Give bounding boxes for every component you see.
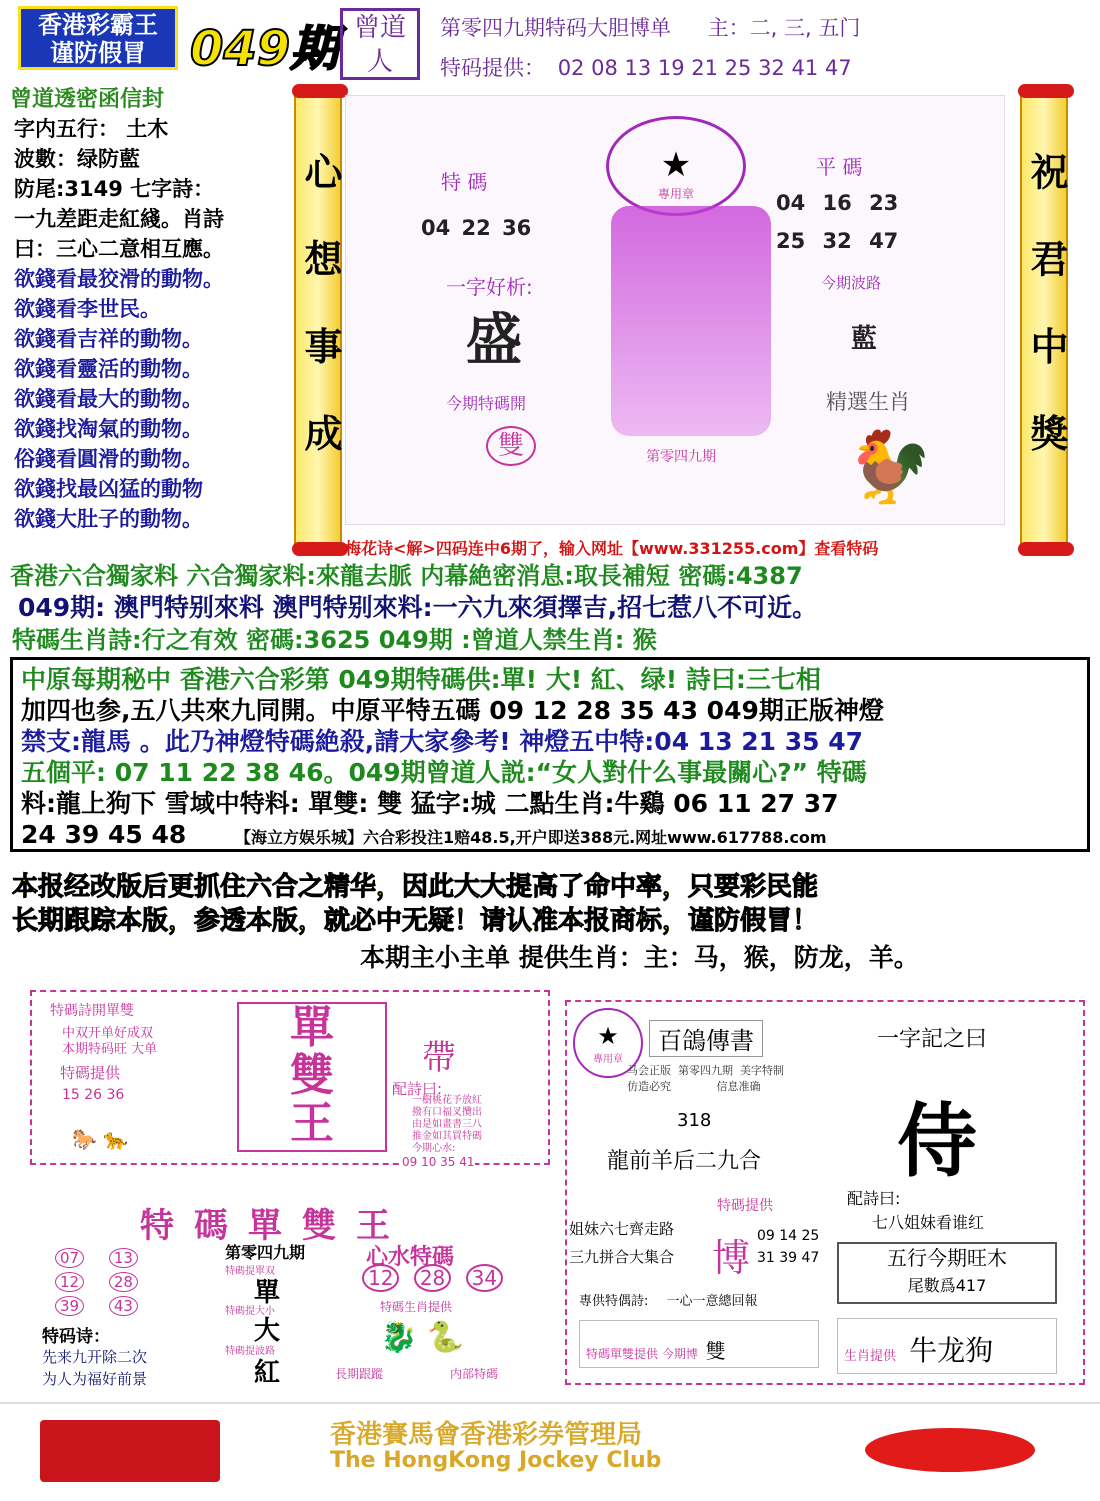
wuxing-box — [837, 1242, 1057, 1304]
hkjc-logo — [40, 1420, 220, 1482]
yizi-title: 一字記之曰 — [877, 1027, 988, 1052]
danshuang-king — [237, 1002, 387, 1152]
tema-provide-nums: 15 26 36 — [62, 1087, 125, 1103]
odd-char: 雙 — [486, 426, 536, 466]
wave-char: 藍 — [851, 324, 878, 354]
oddeven: 特碼單雙提供 今期博 — [586, 1347, 698, 1361]
title-2: 特碼單雙王 — [140, 1206, 410, 1246]
poem-line: 由是如畫書三八 — [412, 1119, 482, 1130]
zodiac-animal-icons: 🐉 🐍 — [380, 1320, 465, 1355]
ball: 28 — [414, 1264, 451, 1292]
left-riddle: 欲錢看李世民。 — [14, 297, 161, 321]
special-text: 一心一意總回報 — [666, 1294, 758, 1309]
wave-label: 今期波路 — [821, 274, 882, 292]
left-riddle: 欲錢看最大的動物。 — [14, 387, 203, 411]
box-row: 加四也参,五八共來九同開。中原平特五碼 09 12 28 35 43 049期正版神燈 — [21, 696, 884, 725]
envelope-title: 曾道透密函信封 — [10, 87, 165, 112]
header-main: 主：二, 三, 五门 — [707, 16, 861, 40]
left-blue-lines — [14, 264, 224, 534]
tema-odd-label: 今期特碼開 — [446, 394, 527, 413]
lower-right-frame — [565, 1000, 1085, 1385]
provide-numbers: 02 08 13 19 21 25 32 41 47 — [557, 56, 852, 80]
notice-line-1: 本报经改版后更抓住六合之精华，因此大大提高了命中率，只要彩民能 — [12, 872, 819, 902]
poem-lines — [412, 1095, 482, 1155]
zodiac-char: 帶 — [422, 1038, 456, 1078]
issue-2: 第零四九期 — [225, 1243, 306, 1262]
banner-line-1 — [10, 560, 803, 592]
oddeven-box — [579, 1320, 819, 1368]
main-info-box — [10, 657, 1090, 852]
wuxing: 五行今期旺木 — [887, 1246, 1007, 1270]
scroll-cap — [1018, 84, 1074, 98]
ball: 39 — [55, 1296, 84, 1316]
dan-char: 單 — [254, 1278, 281, 1308]
stamp-2: 專用章 — [593, 1054, 623, 1065]
header-provide-row — [440, 52, 852, 82]
right-scroll-text: 祝 君 中 獎 — [1024, 152, 1068, 470]
poem-line: 今期心水: — [412, 1143, 456, 1154]
big-char: 單 — [290, 1002, 334, 1053]
lottery-seal-icon — [865, 1428, 1035, 1472]
ball: 13 — [109, 1248, 138, 1268]
xinshui: 心水特碼 — [366, 1245, 455, 1270]
stamp-star-icon: ★ 專用章 — [606, 116, 746, 216]
yizi-label: 一字好析: — [446, 275, 533, 299]
box-row: 禁支:龍馬 。此乃神燈特碼絶殺,請大家參考! 神燈五中特:04 13 21 35 47 — [21, 727, 864, 756]
hkjc-cn: 香港賽馬會香港彩券管理局 — [330, 1420, 643, 1450]
pair-poem: 七八姐妹看谁红 — [872, 1213, 985, 1232]
poem-a: 先来九开除二次 — [42, 1348, 148, 1366]
left-poem-1: 姐妹六七齊走路 — [569, 1220, 675, 1238]
zodiacs: 牛龙狗 — [909, 1334, 994, 1367]
ball: 12 — [362, 1264, 399, 1292]
ball: 43 — [109, 1296, 138, 1316]
logo-line2: 谨防假冒 — [50, 39, 146, 67]
provide-label: 特码提供： — [440, 56, 545, 80]
left-riddle: 欲錢找淘氣的動物。 — [14, 417, 203, 441]
zodiac-label: 精選生肖 — [826, 390, 910, 414]
issue-small: 第零四九期 — [646, 449, 716, 465]
main-zodiac-line: 本期主小主单 提供生肖：主：马，猴，防龙，羊。 — [360, 943, 919, 972]
poem-label: 特碼詩開單雙 — [50, 1003, 134, 1019]
header-title-row — [440, 12, 860, 42]
stamp-star-icon: ★ 專用章 — [573, 1008, 643, 1078]
left-riddle: 欲錢看吉祥的動物。 — [14, 327, 203, 351]
left-line: 波數：绿防藍 — [14, 147, 140, 171]
banner-line-3: 特碼生肖詩:行之有效 密碼:3625 049期 :曾道人禁生肖: 猴 — [12, 626, 657, 654]
hkjc-en: The HongKong Jockey Club — [330, 1448, 662, 1473]
notice-line-2: 长期跟踪本版，参透本版，就必中无疑！请认准本报商标，谨防假冒！ — [12, 906, 819, 936]
poem-b: 为人为福好前景 — [42, 1370, 148, 1388]
casino-ad[interactable]: 【海立方娱乐城】六合彩投注1赔48.5,开户即送388元.网址www.617788.com — [235, 828, 827, 847]
right-scroll — [1020, 90, 1068, 550]
banner-line-2: 049期: 澳門特别來料 澳門特别來料:一六九來須擇吉,招七惹八不可近。 — [18, 593, 818, 622]
left-balls — [55, 1246, 138, 1318]
logo-line1: 香港彩霸王 — [38, 11, 158, 39]
left-scroll — [294, 90, 342, 550]
da-char: 大 — [254, 1316, 281, 1346]
hong-char: 紅 — [254, 1358, 281, 1388]
promo-banner[interactable]: 梅花诗<解>四码连中6期了，输入网址【www.331255.com】查看特码 — [345, 539, 879, 558]
tema-provide: 特碼提供 — [60, 1064, 121, 1082]
brand-logo — [18, 6, 178, 70]
ping-row2: 25 32 47 — [776, 229, 899, 253]
left-riddle: 欲錢大肚子的動物。 — [14, 507, 203, 531]
nums-b: 31 39 47 — [757, 1250, 820, 1266]
long-track: 長期跟蹤 — [335, 1367, 384, 1381]
small-label: 特碼生肖提供 — [380, 1300, 453, 1314]
left-riddle: 欲錢看最狡滑的動物。 — [14, 267, 224, 291]
big-char: 雙 — [290, 1050, 334, 1101]
left-riddle: 欲錢找最凶猛的動物 — [14, 477, 203, 501]
special-label — [579, 1290, 758, 1309]
left-riddle: 俗錢看圓滑的動物。 — [14, 447, 203, 471]
tema-numbers: 04 22 36 — [421, 216, 532, 240]
left-line: 防尾:3149 七字詩： — [14, 177, 215, 201]
left-riddle: 欲錢看靈活的動物。 — [14, 357, 203, 381]
lucky-god-image — [611, 206, 771, 436]
left-black-lines — [14, 114, 224, 264]
small-label: 特碼提大小 — [225, 1306, 275, 1317]
tema-label: 特 碼 — [441, 170, 488, 194]
header-title: 第零四九期特码大胆博单 — [440, 16, 671, 40]
animal-icons: 🐎 🐆 — [72, 1127, 129, 1151]
left-poem-2: 三九拼合大集合 — [569, 1248, 675, 1266]
inner-tema: 内部特碼 — [450, 1367, 499, 1381]
center-panel — [345, 95, 1005, 525]
phrase: 龍前羊后二九合 — [607, 1149, 762, 1174]
nums-2: 09 10 35 41 — [402, 1155, 475, 1169]
big-yizi: 侍 — [897, 1095, 977, 1188]
yizi-char: 盛 — [466, 308, 522, 373]
ping-label: 平 碼 — [816, 155, 863, 179]
tiny-1: 马会正版 第零四九期 美字特制 — [627, 1064, 784, 1077]
big-char: 王 — [290, 1098, 334, 1149]
lower-left-frame — [30, 990, 550, 1169]
ping-row1: 04 16 23 — [776, 191, 899, 215]
special: 專供特偶詩: — [579, 1294, 649, 1309]
ball: 12 — [55, 1272, 84, 1292]
poem-line: 推金如其買特碼 — [412, 1131, 482, 1142]
zodiac-provide-box — [837, 1318, 1057, 1374]
left-line: 字内五行： 土木 — [14, 117, 169, 141]
box-row: 中原每期秘中 香港六合彩第 049期特碼供:單! 大! 紅、绿! 詩曰:三七相 — [21, 665, 821, 694]
scroll-cap — [292, 542, 348, 556]
num-318: 318 — [677, 1110, 712, 1131]
box-row: 五個平: 07 11 22 38 46。049期曾道人説:“女人對什么事最關心?” 特碼 — [21, 758, 867, 787]
pigeon-title: 百鴿傳書 — [649, 1020, 763, 1057]
right-balls — [362, 1266, 503, 1290]
shuang-char: 雙 — [705, 1339, 726, 1363]
rooster-icon: 🐓 — [846, 426, 934, 508]
left-line: 一九差距走紅綫。肖詩 — [14, 207, 224, 231]
tiny-2: 仿造必究 信息准确 — [627, 1080, 761, 1093]
seal-logo: 曾道人 — [340, 8, 420, 80]
small-label: 特碼提單双 — [225, 1266, 275, 1277]
bo-char: 博 — [712, 1236, 751, 1280]
poem-title: 配詩曰: — [392, 1080, 443, 1098]
box-row: 料:龍上狗下 雪域中特料: 單雙: 雙 猛字:城 二點生肖:牛鷄 06 11 27 37 — [21, 789, 839, 818]
issue-number: 049期 — [190, 21, 339, 77]
tema-provide-2: 特碼提供 — [717, 1198, 773, 1214]
banner-1-text: 香港六合獨家料 六合獨家料:來龍去脈 内幕絶密消息:取長補短 密碼:4387 — [10, 562, 803, 590]
scroll-cap — [292, 84, 348, 98]
poem-label-2: 特码诗： — [42, 1327, 110, 1347]
poem-1: 中双开单好成双 — [62, 1026, 154, 1041]
scroll-cap — [1018, 542, 1074, 556]
ball: 07 — [55, 1248, 84, 1268]
left-line: 曰：三心二意相互應。 — [14, 237, 224, 261]
poem-line: 一樹桃花予放紅 — [412, 1095, 482, 1106]
stamp-text: 專用章 — [657, 187, 694, 201]
ball: 34 — [466, 1264, 503, 1292]
zodiac-provide: 生肖提供 — [844, 1349, 897, 1364]
box-last-row — [21, 819, 1079, 853]
ball: 28 — [109, 1272, 138, 1292]
small-label: 特碼提波路 — [225, 1346, 275, 1357]
poem-line: 撥有口福叉攬出 — [412, 1107, 482, 1118]
nums-a: 09 14 25 — [757, 1228, 820, 1244]
poem-2: 本期特码旺 大单 — [62, 1042, 158, 1057]
weishu: 尾數爲417 — [907, 1276, 987, 1295]
box-row: 24 39 45 48 — [21, 820, 187, 849]
pair-poem-label: 配詩曰: — [847, 1189, 901, 1208]
left-scroll-text: 心 想 事 成 — [298, 152, 342, 470]
